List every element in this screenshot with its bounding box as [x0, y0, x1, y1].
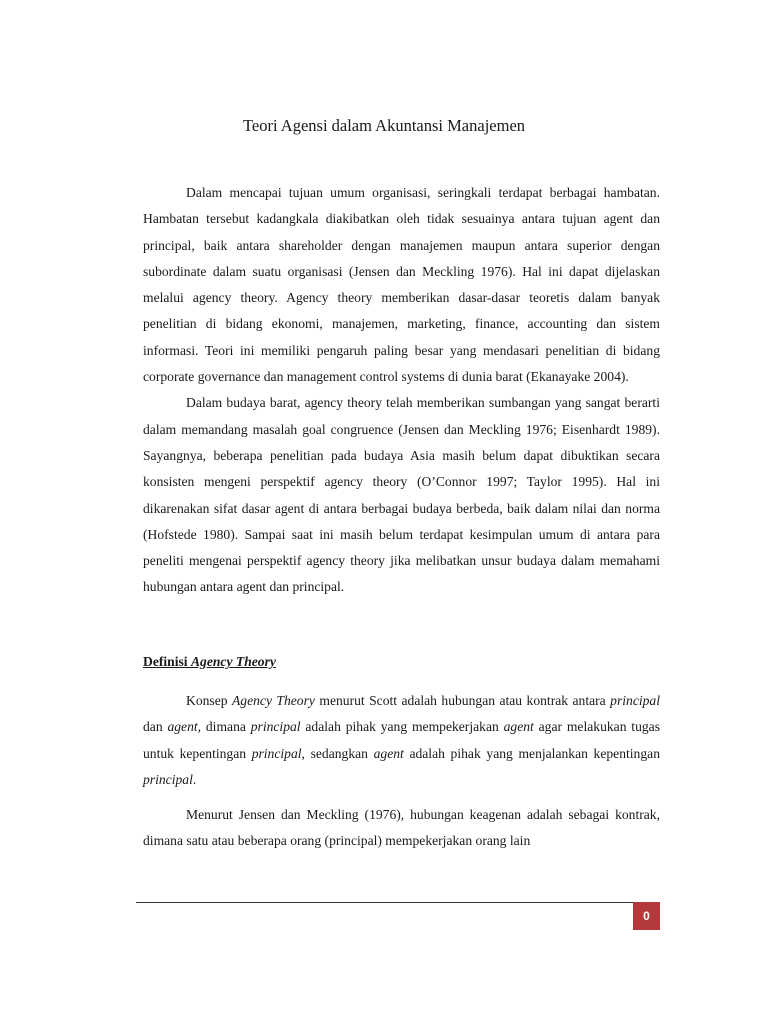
jensen-section	[143, 802, 660, 855]
p3-italic-8: principal	[143, 771, 193, 787]
p3-italic-2: principal	[610, 693, 660, 708]
paragraph-3	[143, 688, 660, 793]
intro-section	[143, 180, 660, 601]
p3-italic-3: agent,	[167, 719, 202, 735]
section-heading-prefix: Definisi	[143, 654, 191, 669]
p3-text-2: menurut Scott adalah hubungan atau kontrak antara	[314, 693, 611, 708]
p3-italic-1: Agency Theory	[231, 693, 315, 708]
p3-text-7: , sedangkan	[301, 745, 374, 761]
p3-text-3: dan	[143, 719, 168, 735]
p3-text-5: adalah pihak yang mempekerjakan	[300, 719, 504, 735]
document-title: Teori Agensi dalam Akuntansi Manajemen	[242, 116, 526, 135]
p3-italic-4: principal	[250, 719, 301, 735]
p3-italic-6: principal	[251, 745, 302, 761]
p3-text-6: agar melakukan tugas untuk kepentingan	[143, 719, 661, 761]
p3-text-8: adalah pihak yang menjalankan kepentingan	[403, 745, 660, 761]
p3-text-9: .	[192, 771, 197, 787]
definition-section	[143, 688, 660, 793]
p3-text-1: Konsep	[186, 693, 232, 708]
p3-italic-7: agent	[373, 745, 404, 761]
paragraph-2: Dalam budaya barat, agency theory telah memberikan sumbangan yang sangat berarti dalam memandang masalah goal congruence (Jensen dan Meckling 1976; Eisenhardt 1989). Sayangnya, beberapa penelitian pada budaya Asia masih belum dapat dibuktikan secara konsisten mengeni perspektif agency theory (O’Connor 1997; Taylor 1995). Hal ini dikarenakan sifat dasar agent di antara berbagai budaya berbeda, baik dalam nilai dan norma (Hofstede 1980). Sampai saat ini masih belum terdapat kesimpulan umum di antara para peneliti mengenai perspektif agency theory jika melibatkan unsur budaya dalam memahami hubungan antara agent dan principal.	[143, 395, 660, 595]
paragraph-4: Menurut Jensen dan Meckling (1976), hubungan keagenan adalah sebagai kontrak, dimana satu atau beberapa orang (principal) mempekerjakan orang lain	[143, 807, 660, 849]
page-number-badge: 0	[633, 902, 660, 930]
section-heading	[143, 651, 276, 673]
footer-divider	[136, 902, 660, 903]
p3-italic-5: agent	[503, 719, 534, 735]
p3-text-4: dimana	[201, 719, 251, 735]
paragraph-1: Dalam mencapai tujuan umum organisasi, seringkali terdapat berbagai hambatan. Hambatan tersebut kadangkala diakibatkan oleh tidak sesuainya antara tujuan agent dan principal, baik antara shareholder dengan manajemen maupun antara superior dengan subordinate dalam suatu organisasi (Jensen dan Meckling 1976). Hal ini dapat dijelaskan melalui agency theory. Agency theory memberikan dasar-dasar teoretis dalam banyak penelitian di bidang ekonomi, manajemen, marketing, finance, accounting dan sistem informasi. Teori ini memiliki pengaruh paling besar yang mendasari penelitian di bidang corporate governance dan management control systems di dunia barat (Ekanayake 2004).	[143, 185, 660, 385]
section-heading-italic: Agency Theory	[190, 654, 276, 669]
